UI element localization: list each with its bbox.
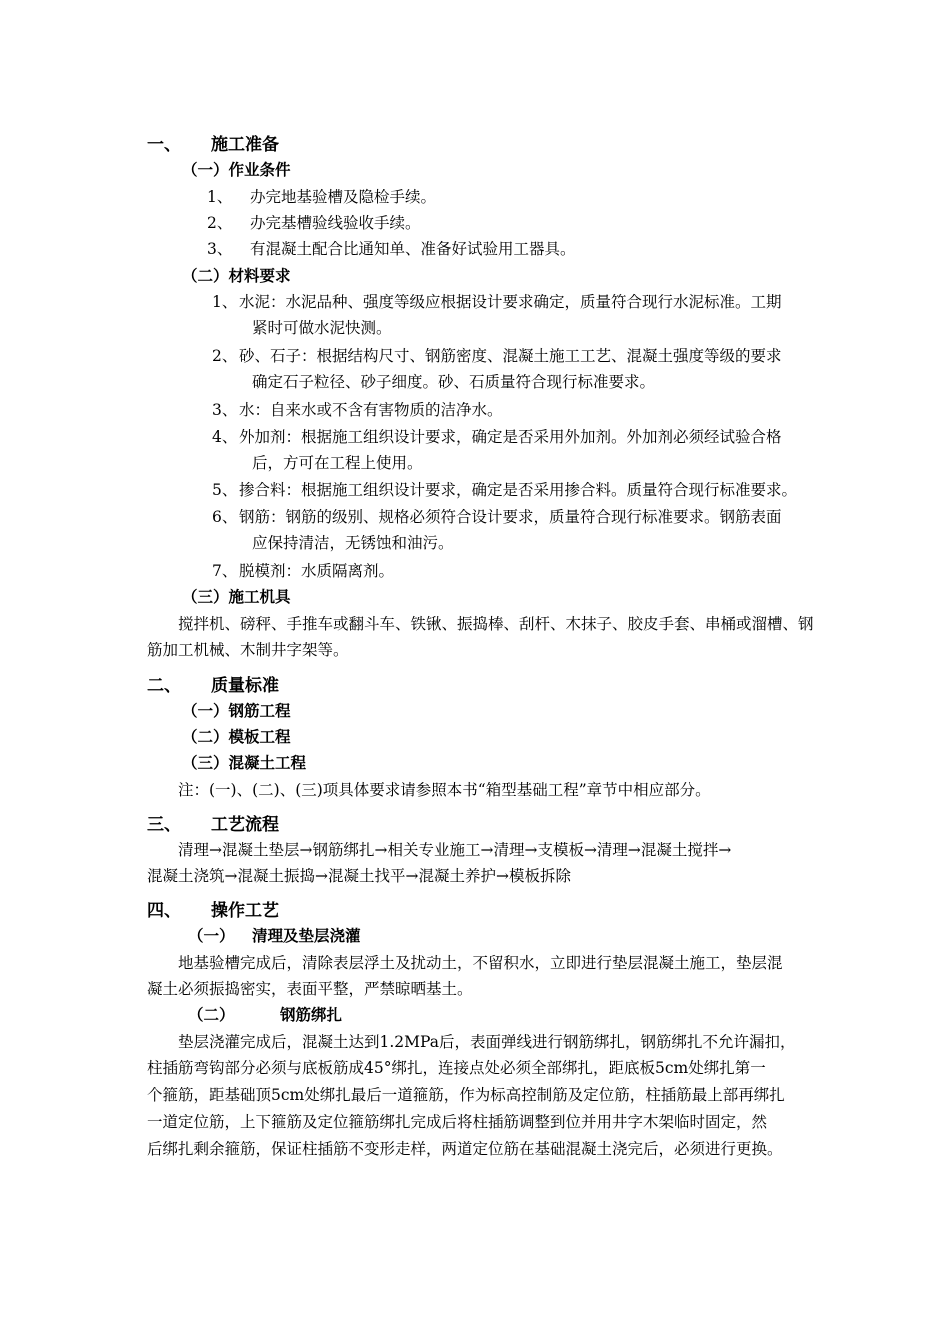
- section-heading-3: [147, 815, 279, 835]
- subsection-heading: （二）材料要求: [182, 267, 291, 285]
- section-number: 一、: [147, 135, 181, 155]
- list-item: 5、 掺合料：根据施工组织设计要求，确定是否采用掺合料。质量符合现行标准要求。: [212, 481, 798, 499]
- list-item: 6、 钢筋：钢筋的级别、规格必须符合设计要求，质量符合现行标准要求。钢筋表面: [212, 508, 782, 526]
- list-item-continuation: 应保持清洁，无锈蚀和油污。: [252, 534, 454, 552]
- section-number: 二、: [147, 676, 181, 696]
- paragraph-line: 一道定位筋，上下箍筋及定位箍筋绑扎完成后将柱插筋调整到位并用井字木架临时固定，然: [147, 1113, 768, 1131]
- list-item-continuation: 确定石子粒径、砂子细度。砂、石质量符合现行标准要求。: [252, 373, 656, 391]
- section-heading-2: [147, 676, 279, 696]
- subsection-heading: （一） 清理及垫层浇灌: [188, 927, 361, 945]
- paragraph-line: 个箍筋，距基础顶5cm处绑扎最后一道箍筋，作为标高控制筋及定位筋，柱插筋最上部再绑扎: [147, 1086, 785, 1104]
- section-title: 操作工艺: [211, 901, 279, 921]
- paragraph-line: 搅拌机、磅秤、手推车或翻斗车、铁锹、振捣棒、刮杆、木抹子、胶皮手套、串桶或溜槽、钢: [178, 615, 814, 633]
- list-item: 1、 水泥：水泥品种、强度等级应根据设计要求确定，质量符合现行水泥标准。工期: [212, 293, 782, 311]
- section-title: 施工准备: [211, 135, 279, 155]
- section-number: 四、: [147, 901, 181, 921]
- list-item-continuation: 后，方可在工程上使用。: [252, 454, 423, 472]
- list-item: 3、 水：自来水或不含有害物质的洁净水。: [212, 401, 503, 419]
- section-number: 三、: [147, 815, 181, 835]
- paragraph-line: 柱插筋弯钩部分必须与底板筋成45°绑扎，连接点处必须全部绑扎，距底板5cm处绑扎第一: [147, 1059, 766, 1077]
- subsection-heading: （一）钢筋工程: [182, 702, 291, 720]
- section-title: 工艺流程: [211, 815, 279, 835]
- section-heading-1: [147, 135, 279, 155]
- paragraph-line: 筋加工机械、木制井字架等。: [147, 641, 349, 659]
- list-item: 2、 砂、石子：根据结构尺寸、钢筋密度、混凝土施工工艺、混凝土强度等级的要求: [212, 347, 782, 365]
- list-item: 7、 脱模剂：水质隔离剂。: [212, 562, 395, 580]
- list-item: 1、 办完地基验槽及隐检手续。: [207, 188, 437, 206]
- paragraph-line: 清理→混凝土垫层→钢筋绑扎→相关专业施工→清理→支模板→清理→混凝土搅拌→: [178, 841, 732, 859]
- paragraph-line: 地基验槽完成后，清除表层浮土及扰动土，不留积水，立即进行垫层混凝土施工，垫层混: [178, 954, 783, 972]
- paragraph-line: 凝土必须振捣密实，表面平整，严禁晾晒基土。: [147, 980, 473, 998]
- subsection-heading: （一）作业条件: [182, 161, 291, 179]
- paragraph-line: 垫层浇灌完成后，混凝土达到1.2MPa后，表面弹线进行钢筋绑扎，钢筋绑扎不允许漏扣，: [178, 1033, 796, 1051]
- subsection-heading: （二） 钢筋绑扎: [188, 1006, 343, 1024]
- paragraph-line: 后绑扎剩余箍筋，保证柱插筋不变形走样，两道定位筋在基础混凝土浇完后，必须进行更换。: [147, 1140, 783, 1158]
- list-item: 4、 外加剂：根据施工组织设计要求，确定是否采用外加剂。外加剂必须经试验合格: [212, 428, 782, 446]
- list-item: 3、 有混凝土配合比通知单、准备好试验用工器具。: [207, 240, 576, 258]
- section-heading-4: [147, 901, 279, 921]
- subsection-heading: （三）施工机具: [182, 588, 291, 606]
- note: 注：(一)、(二)、(三)项具体要求请参照本书“箱型基础工程”章节中相应部分。: [178, 781, 711, 799]
- paragraph-line: 混凝土浇筑→混凝土振捣→混凝土找平→混凝土养护→模板拆除: [147, 867, 571, 885]
- subsection-heading: （三）混凝土工程: [182, 754, 307, 772]
- subsection-heading: （二）模板工程: [182, 728, 291, 746]
- list-item: 2、 办完基槽验线验收手续。: [207, 214, 421, 232]
- section-title: 质量标准: [211, 676, 279, 696]
- list-item-continuation: 紧时可做水泥快测。: [252, 319, 392, 337]
